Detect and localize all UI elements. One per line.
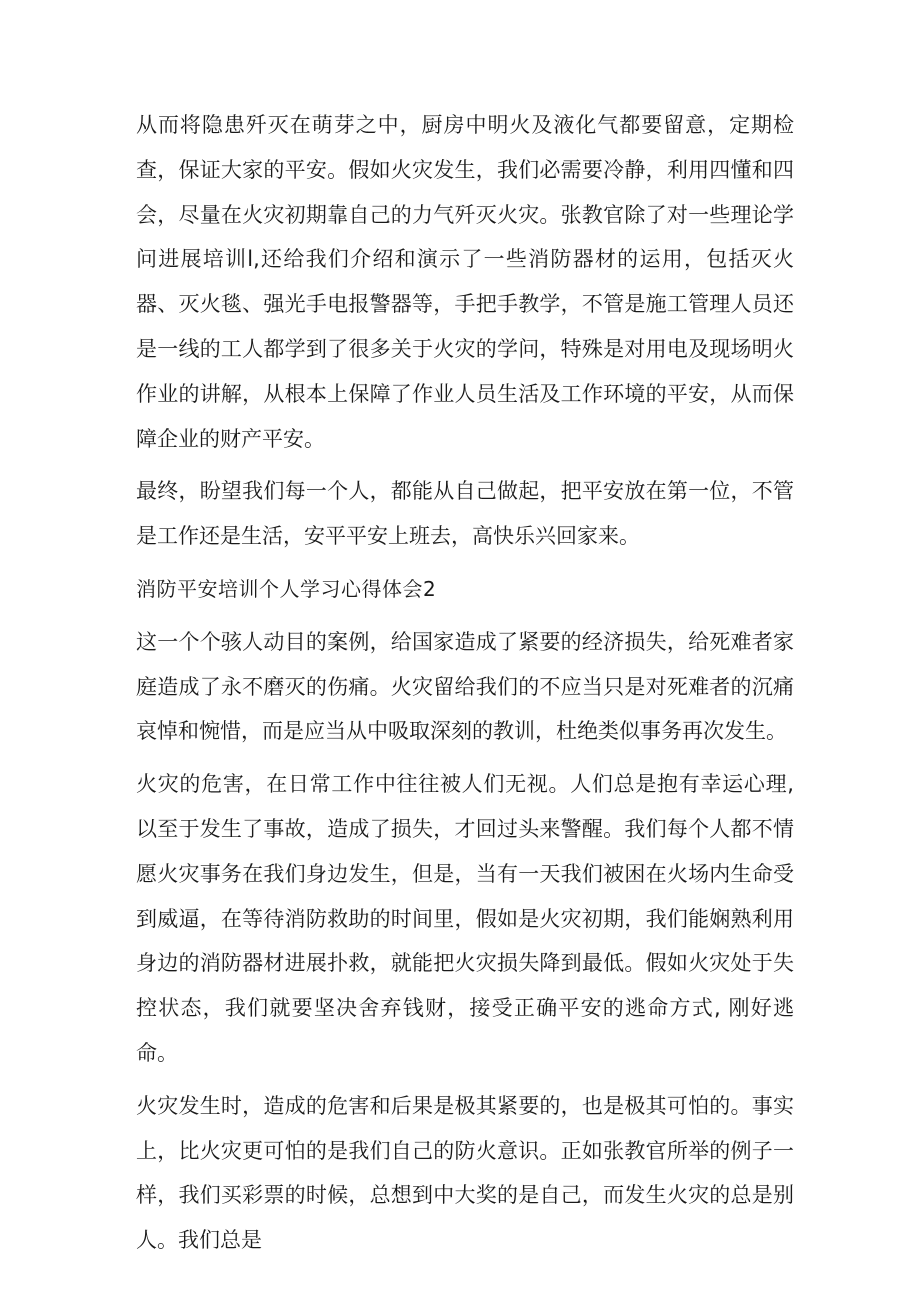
section-title: 消防平安培训个人学习心得体会2 bbox=[136, 576, 437, 601]
paragraph-5: 火灾发生时，造成的危害和后果是极其紧要的，也是极其可怕的。事实上，比火灾更可怕的是我们自己的防火意识。正如张教官所举的例子一样，我们买彩票的时候，总想到中大奖的是自己，而发生火灾的总是别人。我们总是 bbox=[136, 1093, 794, 1253]
document-body bbox=[136, 103, 794, 1271]
paragraph-4: 火灾的危害，在日常工作中往往被人们无视。人们总是抱有幸运心理, 以至于发生了事故，造成了损失，才回过头来警醒。我们每个人都不情愿火灾事务在我们身边发生，但是，当有一天我们被困在火场内生命受到威逼，在等待消防救助的时间里，假如是火灾初期，我们能娴熟利用身边的消防器材进展扑救，就能把火灾损失降到最低。假如火灾处于失控状态，我们就要坚决舍弃钱财，接受正确平安的逃命方式, 刚好逃命。 bbox=[136, 772, 794, 1065]
paragraph-1: 从而将隐患歼灭在萌芽之中，厨房中明火及液化气都要留意，定期检查，保证大家的平安。假如火灾发生，我们必需要冷静，利用四懂和四会，尽量在火灾初期靠自己的力气歼灭火灾。张教官除了对一些理论学问进展培训l,还给我们介绍和演示了一些消防器材的运用，包括灭火器、灭火毯、强光手电报警器等，手把手教学，不管是施工管理人员还是一线的工人都学到了很多关于火灾的学问，特殊是对用电及现场明火作业的讲解，从根本上保障了作业人员生活及工作环境的平安，从而保障企业的财产平安。 bbox=[136, 113, 794, 451]
paragraph-3: 这一个个骇人动目的案例，给国家造成了紧要的经济损失，给死难者家庭造成了永不磨灭的伤痛。火灾留给我们的不应当只是对死难者的沉痛哀悼和惋惜，而是应当从中吸取深刻的教训，杜绝类似事务再次发生。 bbox=[136, 629, 794, 744]
paragraph-2: 最终，盼望我们每一个人，都能从自己做起，把平安放在第一位，不管是工作还是生活，安平平安上班去，高快乐兴回家来。 bbox=[136, 479, 794, 549]
